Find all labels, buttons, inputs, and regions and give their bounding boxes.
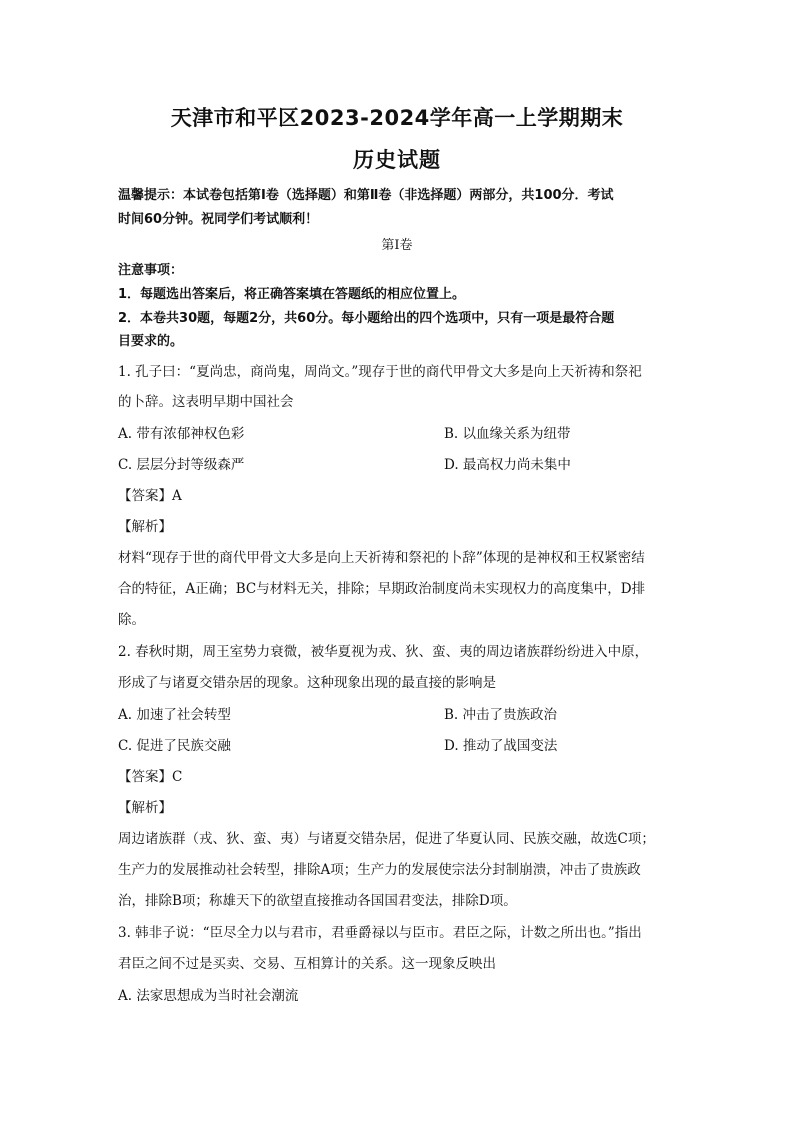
q2-analysis-line-1: 周边诸族群（戎、狄、蛮、夷）与诸夏交错杂居，促进了华夏认同、民族交融，故选C项； bbox=[118, 831, 655, 847]
q2-stem-line-1: 2. 春秋时期，周王室势力衰微，被华夏视为戎、狄、蛮、夷的周边诸族群纷纷进入中原， bbox=[118, 644, 649, 660]
q1-stem-line-1: 1. 孔子曰：“夏尚忠，商尚鬼，周尚文。”现存于世的商代甲骨文大多是向上天祈祷和祭祀 bbox=[118, 364, 642, 380]
q2-option-c: C. 促进了民族交融 bbox=[118, 738, 231, 754]
q1-analysis-line-2: 合的特征，A正确；BC与材料无关，排除；早期政治制度尚未实现权力的高度集中，D排 bbox=[118, 581, 646, 597]
exam-title: 天津市和平区2023-2024学年高一上学期期末 bbox=[170, 106, 624, 130]
q1-option-d: D. 最高权力尚未集中 bbox=[444, 457, 571, 473]
note-2a: 2．本卷共30题，每题2分，共60分。每小题给出的四个选项中，只有一项是最符合题 bbox=[118, 311, 615, 326]
notes-label: 注意事项： bbox=[118, 263, 184, 278]
note-2b: 目要求的。 bbox=[118, 334, 184, 349]
q1-option-c: C. 层层分封等级森严 bbox=[118, 457, 245, 473]
q3-option-a: A. 法家思想成为当时社会潮流 bbox=[118, 988, 299, 1004]
notice-line-2: 时间60分钟。祝同学们考试顺利！ bbox=[118, 212, 319, 227]
q3-stem-line-2: 君臣之间不过是买卖、交易、互相算计的关系。这一现象反映出 bbox=[118, 956, 496, 972]
q2-option-d: D. 推动了战国变法 bbox=[444, 738, 558, 754]
q1-analysis-label: 【解析】 bbox=[118, 519, 172, 535]
note-1: 1．每题选出答案后，将正确答案填在答题纸的相应位置上。 bbox=[118, 287, 466, 302]
q1-analysis-line-1: 材料“现存于世的商代甲骨文大多是向上天祈祷和祭祀的卜辞”体现的是神权和王权紧密结 bbox=[118, 550, 645, 566]
q2-analysis-line-3: 治，排除B项；称雄天下的欲望直接推动各国国君变法，排除D项。 bbox=[118, 893, 517, 909]
q1-option-a: A. 带有浓郁神权色彩 bbox=[118, 426, 245, 442]
q2-answer: 【答案】C bbox=[118, 769, 183, 785]
q2-option-b: B. 冲击了贵族政治 bbox=[444, 707, 558, 723]
q2-analysis-label: 【解析】 bbox=[118, 800, 172, 816]
q2-stem-line-2: 形成了与诸夏交错杂居的现象。这种现象出现的最直接的影响是 bbox=[118, 675, 496, 691]
q1-stem-line-2: 的卜辞。这表明早期中国社会 bbox=[118, 394, 294, 410]
q3-stem-line-1: 3. 韩非子说：“臣尽全力以与君市，君垂爵禄以与臣市。君臣之际，计数之所出也。”指出 bbox=[118, 925, 642, 941]
section-title: 第Ⅰ卷 bbox=[381, 238, 413, 253]
q1-analysis-line-3: 除。 bbox=[118, 612, 145, 628]
q1-option-b: B. 以血缘关系为纽带 bbox=[444, 426, 571, 442]
q2-option-a: A. 加速了社会转型 bbox=[118, 707, 231, 723]
q2-analysis-line-2: 生产力的发展推动社会转型，排除A项；生产力的发展使宗法分封制崩溃，冲击了贵族政 bbox=[118, 862, 641, 878]
q1-answer: 【答案】A bbox=[118, 488, 182, 504]
notice-line-1: 温馨提示：本试卷包括第Ⅰ卷（选择题）和第Ⅱ卷（非选择题）两部分，共100分．考试 bbox=[118, 188, 614, 203]
exam-subtitle: 历史试题 bbox=[353, 148, 441, 172]
